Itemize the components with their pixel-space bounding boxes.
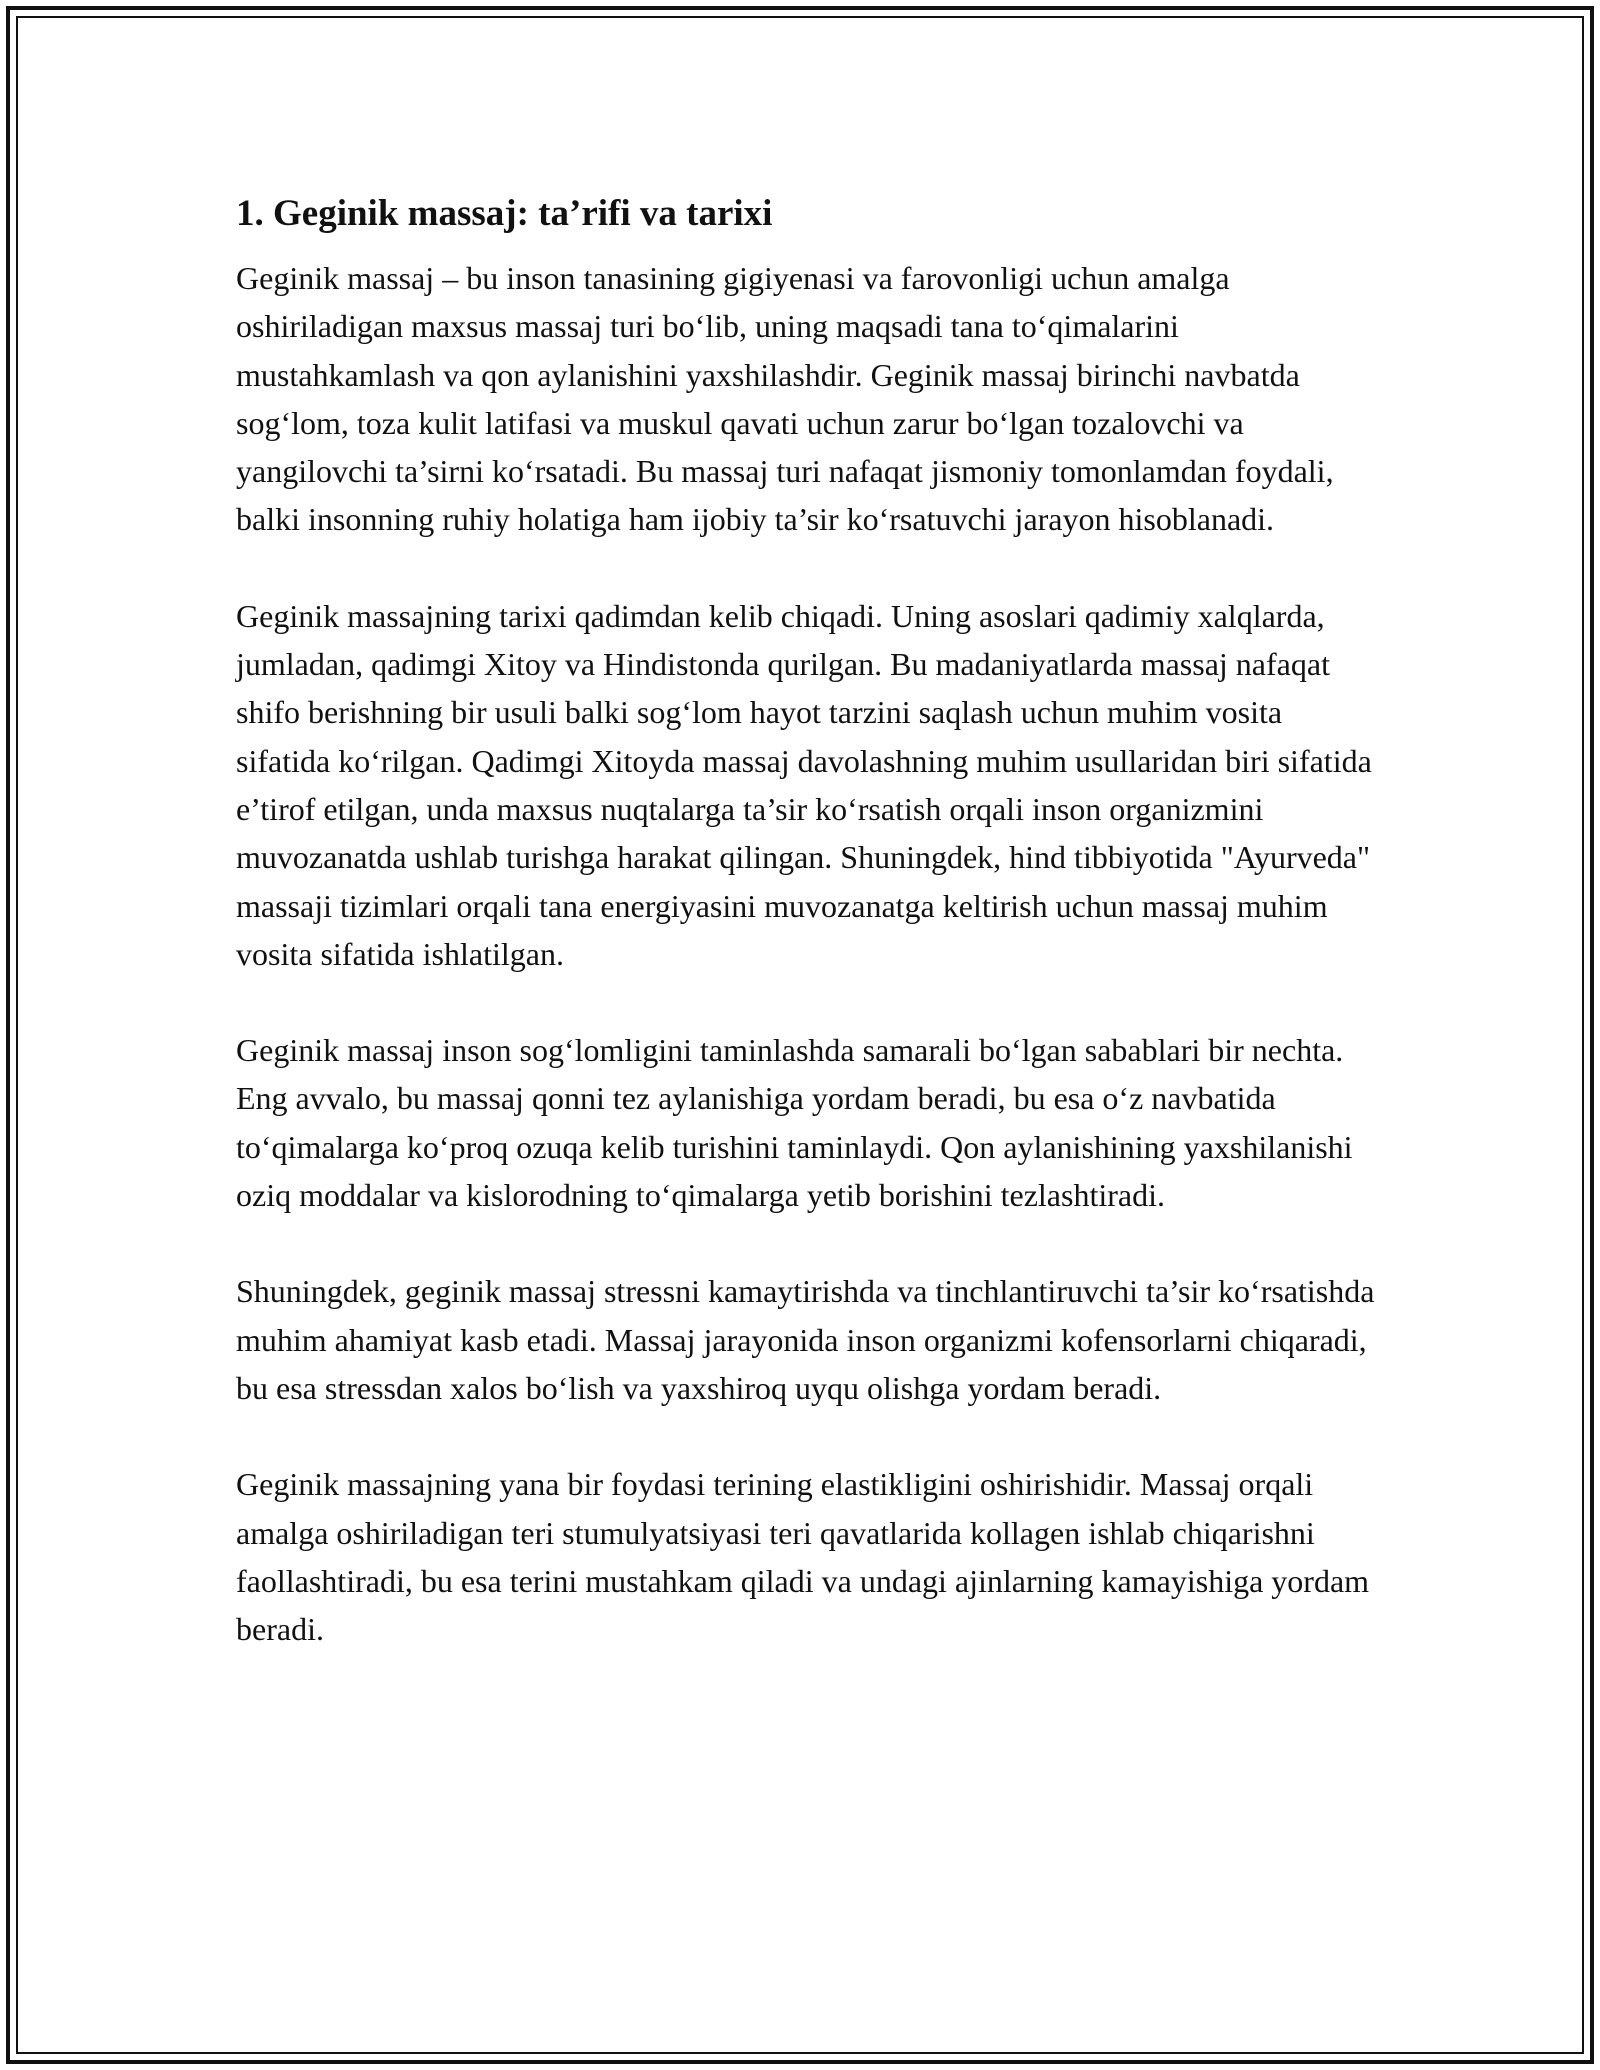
- paragraph-skin-elasticity: Geginik massajning yana bir foydasi terining elastikligini oshirishidir. Massaj orqali amalga oshiriladigan teri stumulyatsiyasi teri qavatlarida kollagen ishlab chiqarishni faollashtiradi, bu esa terini mustahkam qiladi va undagi ajinlarning kamayishiga yordam beradi.: [236, 1466, 1370, 1648]
- section-heading: 1. Geginik massaj: ta’rifi va tarixi: [236, 193, 773, 234]
- paragraph-history: Geginik massajning tarixi qadimdan kelib chiqadi. Uning asoslari qadimiy xalqlarda, jumladan, qadimgi Xitoy va Hindistonda qurilgan. Bu madaniyatlarda massaj nafaqat shifo berishning bir usuli balki sog‘lom hayot tarzini saqlash uchun muhim vosita sifatida ko‘rilgan. Qadimgi Xitoyda massaj davolashning muhim usullaridan biri sifatida e’tirof etilgan, unda maxsus nuqtalarga ta’sir ko‘rsatish orqali inson organizmini muvozanatda ushlab turishga harakat qilingan. Shuningdek, hind tibbiyotida "Ayurveda" massaji tizimlari orqali tana energiyasini muvozanatga keltirish uchun massaj muhim vosita sifatida ishlatilgan.: [236, 597, 1372, 972]
- document-body: [236, 190, 1376, 1701]
- paragraph-stress-relief: Shuningdek, geginik massaj stressni kamaytirishda va tinchlantiruvchi ta’sir ko‘rsatishda muhim ahamiyat kasb etadi. Massaj jarayonida inson organizmi kofensorlarni chiqaradi, bu esa stressdan xalos bo‘lish va yaxshiroq uyqu olishga yordam beradi.: [236, 1273, 1375, 1406]
- paragraph-blood-circulation: Geginik massaj inson sog‘lomligini taminlashda samarali bo‘lgan sabablari bir nechta. Eng avvalo, bu massaj qonni tez aylanishiga yordam beradi, bu esa o‘z navbatida to‘qimalarga ko‘proq ozuqa kelib turishini taminlaydi. Qon aylanishining yaxshilanishi oziq moddalar va kislorodning to‘qimalarga yetib borishini tezlashtiradi.: [236, 1032, 1353, 1214]
- paragraph-definition: Geginik massaj – bu inson tanasining gigiyenasi va farovonligi uchun amalga oshiriladigan maxsus massaj turi bo‘lib, uning maqsadi tana to‘qimalarini mustahkamlash va qon aylanishini yaxshilashdir. Geginik massaj birinchi navbatda sog‘lom, toza kulit latifasi va muskul qavati uchun zarur bo‘lgan tozalovchi va yangilovchi ta’sirni ko‘rsatadi. Bu massaj turi nafaqat jismoniy tomonlamdan foydali, balki insonning ruhiy holatiga ham ijobiy ta’sir ko‘rsatuvchi jarayon hisoblanadi.: [236, 260, 1334, 538]
